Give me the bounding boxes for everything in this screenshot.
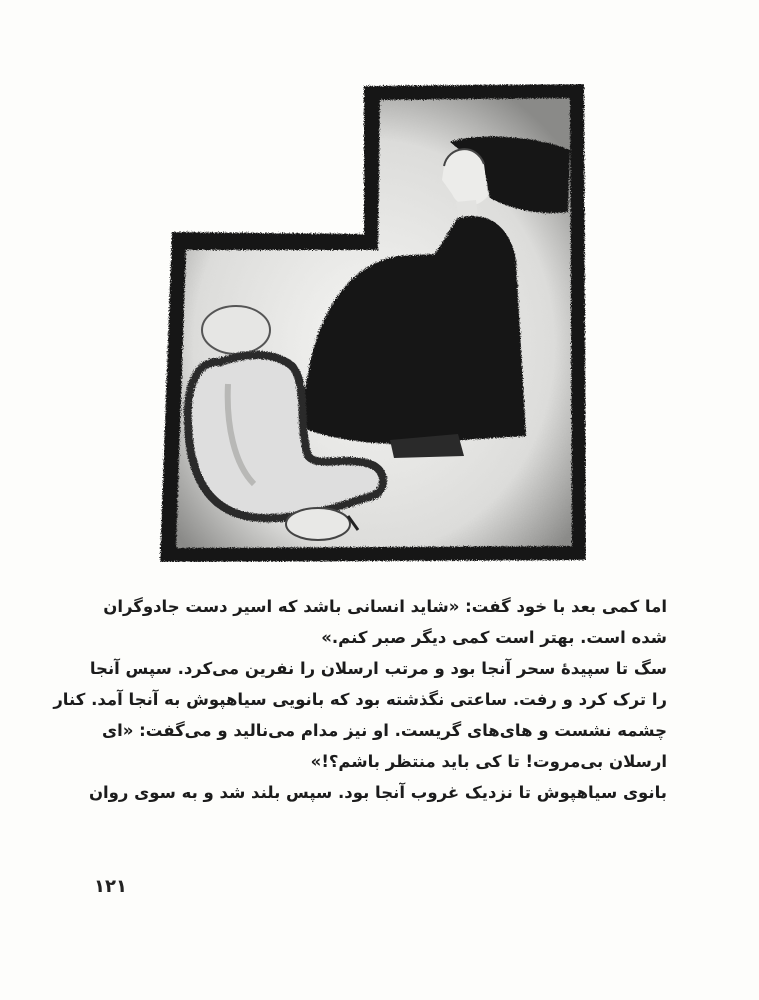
text-line: بانوی سیاهپوش تا نزدیک غروب آنجا بود. سپس بلند شد و به سوی روان [88,783,667,802]
text-line: سگ تا سپیدهٔ سحر آنجا بود و مرتب ارسلان را نفرین می‌کرد. سپس آنجا [89,659,667,678]
illustration [158,84,586,562]
story-text [53,591,667,808]
text-line: شده است. بهتر است کمی دیگر صبر کنم.» [321,628,667,647]
text-line: را ترک کرد و رفت. ساعتی نگذشته بود که بانویی سیاهپوش به آنجا آمد. کنار [53,690,667,709]
text-line: ارسلان بی‌مروت! تا کی باید منتظر باشم؟!» [310,752,667,771]
woman-and-dog-icon [158,84,586,562]
page-number: ۱۲۱ [94,876,127,897]
text-line: اما کمی بعد با خود گفت: «شاید انسانی باشد که اسیر دست جادوگران [103,597,667,616]
text-line: چشمه نشست و های‌های گریست. او نیز مدام می‌نالید و می‌گفت: «ای [101,721,667,740]
